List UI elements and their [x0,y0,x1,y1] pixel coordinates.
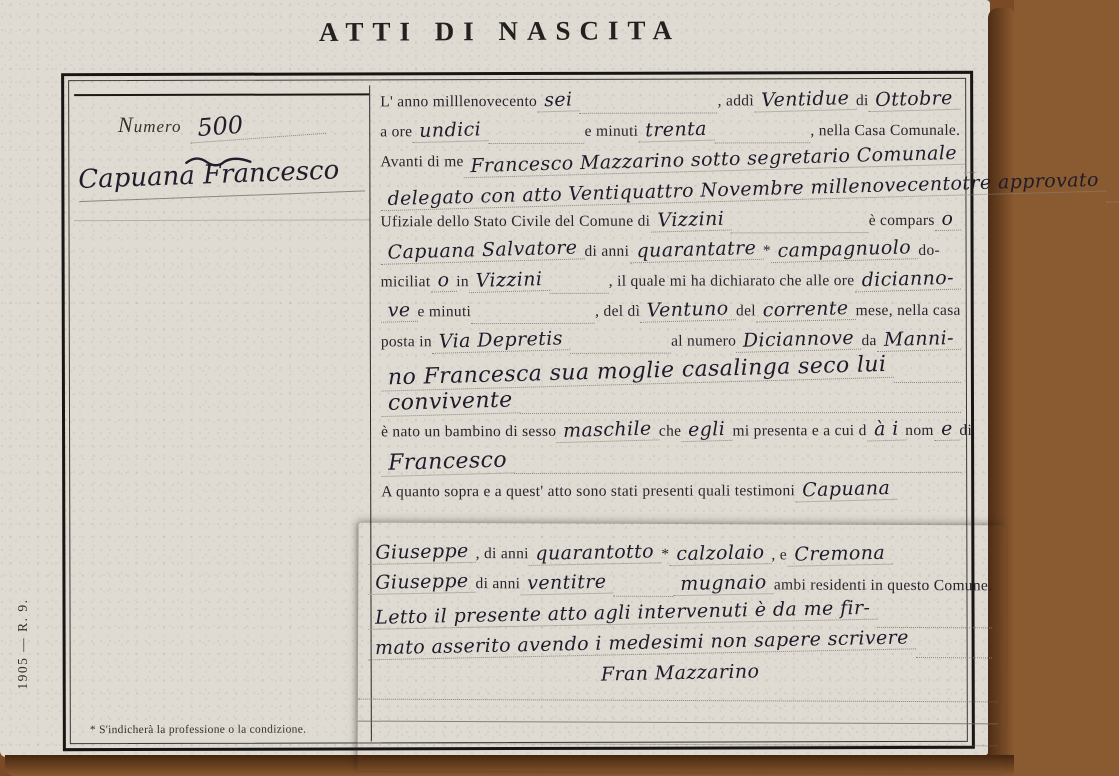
printed-text: mese, nella casa [855,301,961,320]
handwritten-text: o [430,269,456,293]
printed-text: è compars [868,211,935,230]
document-title: ATTI DI NASCITA [318,15,682,47]
margin-register-label: 1905 — R. 9. [15,598,30,690]
form-line [377,298,965,330]
printed-text: e minuti [584,122,639,140]
handwritten-text: Letto il presente atto agli intervenuti è da me fir- [368,597,878,630]
handwritten-text: mugnaio [673,571,774,596]
ruled-line [74,219,369,221]
numero-row [74,93,369,142]
handwritten-text: delegato con atto Ventiquattro Novembre millenovecentotre approvato [380,169,1106,212]
registrant-name: Capuana Francesco [78,154,365,202]
printed-text: a ore [380,123,413,141]
handwritten-text: corrente [756,297,856,323]
handwritten-text: no Francesca sua moglie casalinga seco lui [381,352,894,392]
dotted-leader [613,596,673,597]
dotted-leader [894,382,961,383]
handwritten-text: undici [412,118,488,143]
handwritten-text: Manni- [876,327,961,352]
printed-text: mi presenta e a cui d [732,422,867,440]
numero-label: Numero [117,112,182,138]
dotted-leader [579,112,717,113]
dotted-leader [471,323,595,324]
form-line [364,626,996,664]
printed-text: Avanti di me [380,153,464,171]
form-line [377,388,965,420]
handwritten-text: Francesco [381,447,515,477]
printed-text: di anni [584,242,630,260]
act-body [376,86,1100,510]
printed-text: e minuti [417,303,472,321]
printed-text: A quanto sopra e a quest' atto sono stati presenti quali testimoni [381,482,796,501]
handwritten-text: Francesco Mazzarino sotto segretario Comunale [464,142,965,179]
ruled-line [358,721,998,725]
left-column [74,85,372,742]
printed-text: L' anno milllenovecento [380,92,538,111]
printed-text: nom [905,421,934,439]
printed-text: , il quale mi ha dichiarato che alle ore [608,272,855,290]
printed-text: di [855,92,869,110]
handwritten-text: Ottobre [868,87,960,112]
printed-text: di anni [475,575,521,593]
handwritten-text: mato asserito avendo i medesimi non sapere scrivere [368,626,916,660]
printed-text: che [658,422,682,440]
handwritten-text: Diciannove [736,327,862,353]
dotted-leader [1106,201,1118,202]
form-line [376,168,1100,211]
form-line [377,268,965,300]
printed-text: in [456,273,469,291]
printed-text: , e [771,546,787,564]
slip-body [364,541,997,694]
handwritten-text: ventitre [520,571,614,596]
handwritten-text: e [933,418,959,442]
printed-text: del [735,302,756,320]
printed-text: * [661,545,670,563]
ruled-line [358,699,998,703]
handwritten-text: convivente [381,387,520,417]
printed-text: di [959,421,973,439]
handwritten-text: Via Depretis [432,327,571,354]
handwritten-text: Fran Mazzarino [600,660,760,686]
ruled-line [358,743,998,747]
printed-text: da [861,332,877,350]
dotted-leader [514,472,961,474]
dotted-leader [488,143,584,144]
dotted-leader [520,412,961,414]
handwritten-text: Vizzini [650,207,731,232]
printed-text: , di anni [475,545,529,563]
form-line [377,238,965,270]
handwritten-text: Ventuno [640,297,736,323]
dotted-leader [550,293,609,294]
handwritten-text: Vizzini [469,268,550,293]
dotted-leader [570,353,671,354]
form-line [377,478,965,510]
handwritten-text: o [934,208,960,232]
printed-text: Ufiziale dello Stato Civile del Comune di [380,212,651,231]
handwritten-text: Giuseppe [368,570,476,595]
form-line [364,571,996,604]
pasted-slip [357,523,1006,774]
form-line [364,661,996,694]
handwritten-text: ve [380,299,417,323]
profession-footnote: * S'indicherà la professione o la condizione. [89,723,307,737]
handwritten-text: trenta [638,118,714,143]
form-line [376,88,964,120]
printed-text: , nella Casa Comunale. [810,121,961,140]
numero-value: 500 [189,105,327,144]
form-line [377,417,973,450]
handwritten-text: quarantotto [529,540,662,566]
dotted-leader [714,142,810,143]
handwritten-text: dicianno- [854,267,961,293]
handwritten-text: egli [681,418,733,442]
form-line [376,208,964,240]
handwritten-text: quarantatre [629,237,763,264]
handwritten-text: Cremona [787,542,892,567]
handwritten-text: campagnuolo [771,236,919,263]
form-line [377,448,965,480]
handwritten-text: Capuana Salvatore [380,236,584,265]
printed-text: miciliat [380,273,431,291]
handwritten-text: Ventidue [754,87,857,113]
handwritten-text: sei [537,88,580,112]
printed-text: è nato un bambino di sesso [381,422,557,441]
handwritten-text: à i [866,418,905,442]
handwritten-text: maschile [556,417,659,443]
handwritten-text: Capuana [795,477,898,503]
printed-text: , addì [717,92,754,110]
printed-text: , del dì [595,302,641,320]
handwritten-text: calzolaio [669,541,771,566]
printed-text: ambi residenti in questo Comune. [773,576,993,595]
printed-text: * [762,242,771,260]
printed-text: do- [918,241,941,259]
handwritten-text: Giuseppe [368,540,476,565]
dotted-leader [731,232,869,233]
printed-text: al numero [671,332,737,350]
form-line [377,351,965,391]
printed-text: posta in [380,333,432,351]
dotted-leader [916,657,992,658]
form-line [364,541,996,574]
